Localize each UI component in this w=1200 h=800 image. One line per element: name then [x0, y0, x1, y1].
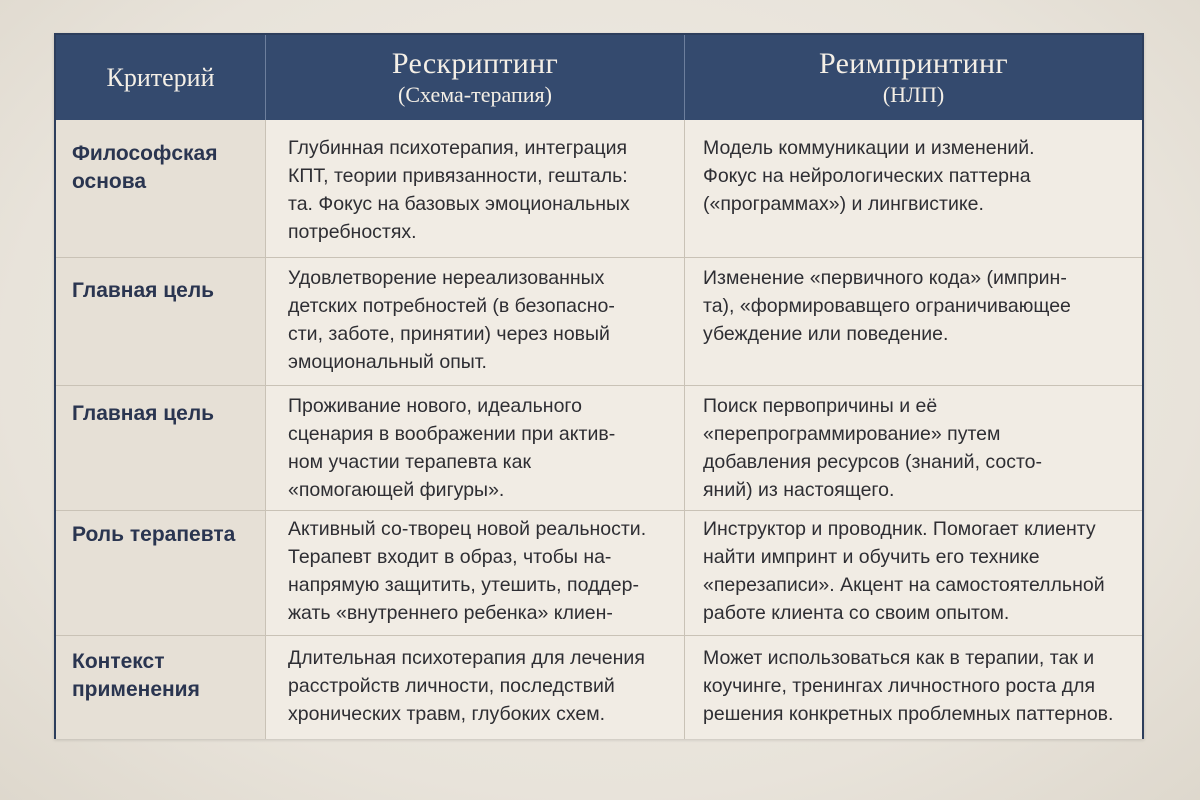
cell-line: расстройств личности, последствий [288, 675, 615, 697]
cell-line: («программах») и лингвистике. [703, 193, 984, 215]
cell-line: КПТ, теории привязанности, гешталь: [288, 165, 628, 187]
cell-line: Может использоваться как в терапии, так и [703, 647, 1095, 669]
cell-line: Фокус на нейрологических паттерна [703, 165, 1031, 187]
criterion-line: Главная цель [72, 402, 215, 425]
cell-line: Инструктор и проводник. Помогает клиенту [703, 518, 1096, 540]
cell-line: сценария в воображении при актив- [288, 423, 616, 445]
cell-line: Удовлетворение нереализованных [288, 267, 605, 289]
table-row [56, 120, 1142, 257]
rescripting-cell [265, 511, 684, 635]
cell-line: ном участии терапевта как [288, 451, 531, 473]
reimprinting-cell [684, 511, 1142, 635]
comparison-table [54, 33, 1144, 739]
row-criterion [56, 120, 265, 257]
table-row [56, 635, 1142, 739]
rescripting-cell [265, 386, 684, 510]
cell-line: жать «внутреннего ребенка» клиен- [288, 602, 613, 624]
header-rescripting [265, 35, 684, 120]
cell-line: яний) из настоящего. [703, 479, 895, 501]
criterion-line: Главная цель [72, 279, 215, 302]
criterion-line: применения [72, 678, 200, 701]
header-reimprinting-subtitle: (НЛП) [882, 81, 945, 107]
rescripting-cell [265, 636, 684, 739]
cell-line: решения конкретных проблемных паттернов. [703, 703, 1114, 725]
cell-line: та), «формировавщего ограничивающее [703, 295, 1071, 317]
cell-line: Глубинная психотерапия, интеграция [288, 137, 628, 159]
table-header [56, 35, 1142, 120]
cell-line: Поиск первопричины и её [703, 395, 938, 417]
criterion-line: основа [72, 170, 147, 193]
header-reimprinting [684, 35, 1142, 120]
header-reimprinting-title: Реимпринтинг [819, 46, 1008, 80]
header-criterion [56, 35, 265, 120]
row-criterion [56, 386, 265, 510]
row-criterion [56, 511, 265, 635]
cell-line: потребностях. [288, 221, 417, 243]
cell-line: Длительная психотерапия для лечения [288, 647, 645, 669]
cell-line: «перезаписи». Акцент на самостоятелльной [703, 574, 1105, 596]
cell-line: «помогающей фигуры». [288, 479, 505, 501]
row-criterion [56, 258, 265, 385]
cell-line: хронических травм, глубоких схем. [288, 703, 606, 725]
cell-line: эмоциональный опыт. [288, 351, 487, 373]
cell-line: добавления ресурсов (знаний, состо- [703, 451, 1043, 473]
cell-line: детских потребностей (в безопасно- [288, 295, 615, 317]
reimprinting-cell [684, 258, 1142, 385]
table-row [56, 257, 1142, 385]
cell-line: найти импринт и обучить его технике [703, 546, 1040, 568]
reimprinting-cell [684, 386, 1142, 510]
cell-line: сти, заботе, принятии) через новый [288, 323, 610, 345]
criterion-line: Контекст [72, 650, 165, 673]
table-body [56, 120, 1142, 739]
header-rescripting-title: Рескриптинг [391, 46, 559, 80]
table-row [56, 385, 1142, 510]
reimprinting-cell [684, 636, 1142, 739]
header-criterion-label: Критерий [106, 62, 215, 92]
cell-line: коучинге, тренингах личностного роста для [703, 675, 1096, 697]
cell-line: Активный со-творец новой реальности. [288, 518, 647, 540]
cell-line: Изменение «первичного кода» (имприн- [703, 267, 1067, 289]
cell-line: напрямую защитить, утешить, поддер- [288, 574, 639, 596]
header-rescripting-subtitle: (Схема-терапия) [398, 81, 552, 107]
cell-line: «перепрограммирование» путем [703, 423, 1001, 445]
criterion-line: Роль терапевта [72, 523, 236, 546]
cell-line: убеждение или поведение. [703, 323, 949, 345]
criterion-line: Философская [72, 142, 218, 165]
table-row [56, 510, 1142, 635]
cell-line: работе клиента со своим опытом. [703, 602, 1010, 624]
rescripting-cell [265, 258, 684, 385]
cell-line: Модель коммуникации и изменений. [703, 137, 1035, 159]
cell-line: Проживание нового, идеального [288, 395, 582, 417]
rescripting-cell [265, 120, 684, 257]
cell-line: та. Фокус на базовых эмоциональных [288, 193, 630, 215]
reimprinting-cell [684, 120, 1142, 257]
row-criterion [56, 636, 265, 739]
cell-line: Терапевт входит в образ, чтобы на- [288, 546, 612, 568]
